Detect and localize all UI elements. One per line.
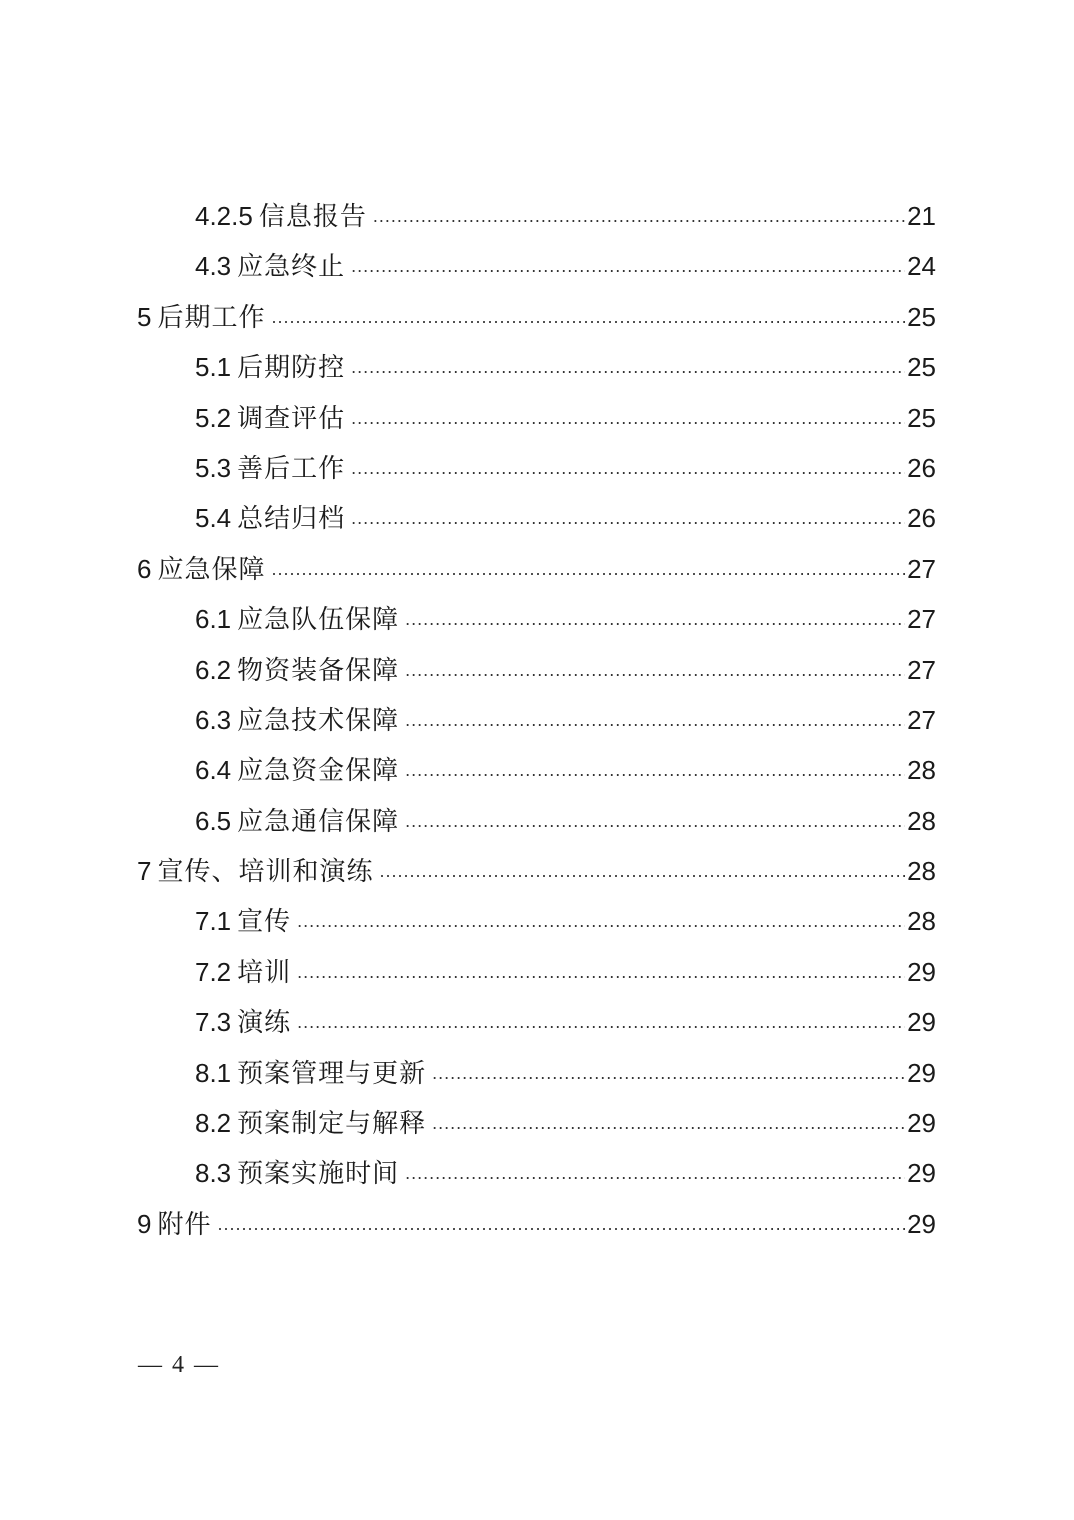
toc-entry-page: 27 <box>907 604 936 635</box>
toc-entry-number: 8.1 <box>195 1057 232 1088</box>
toc-entry[interactable] <box>137 796 936 846</box>
toc-entry-title: 宣传、培训和演练 <box>157 856 374 887</box>
toc-entry-number: 5.3 <box>195 452 232 483</box>
toc-dot-leader <box>351 393 905 443</box>
toc-entry-page: 29 <box>907 1057 936 1088</box>
toc-entry-page: 29 <box>907 1108 936 1139</box>
toc-entry-title: 应急终止 <box>237 251 346 282</box>
toc-entry-page: 28 <box>907 856 936 887</box>
toc-dot-leader <box>373 191 905 241</box>
toc-entry-number: 7.3 <box>195 1007 232 1038</box>
toc-entry-number: 7 <box>137 856 152 887</box>
toc-dot-leader <box>297 896 905 946</box>
toc-entry-title: 应急队伍保障 <box>237 604 400 635</box>
toc-entry-page: 28 <box>907 805 936 836</box>
toc-entry-number: 5.1 <box>195 352 232 383</box>
toc-entry-title: 应急资金保障 <box>237 755 400 786</box>
toc-entry-page: 26 <box>907 452 936 483</box>
toc-entry-title: 附件 <box>157 1208 212 1239</box>
toc-entry[interactable] <box>137 997 936 1047</box>
toc-entry-page: 28 <box>907 755 936 786</box>
toc-entry[interactable] <box>137 947 936 997</box>
toc-entry[interactable] <box>137 1048 936 1098</box>
toc-entry[interactable] <box>137 594 936 644</box>
toc-entry-page: 29 <box>907 956 936 987</box>
toc-entry-page: 28 <box>907 906 936 937</box>
toc-entry-page: 26 <box>907 503 936 534</box>
toc-entry-page: 29 <box>907 1208 936 1239</box>
toc-entry[interactable] <box>137 342 936 392</box>
toc-dot-leader <box>405 645 905 695</box>
toc-entry-number: 6.1 <box>195 604 232 635</box>
toc-entry-title: 应急技术保障 <box>237 704 400 735</box>
toc-entry-page: 21 <box>907 200 936 231</box>
toc-entry[interactable] <box>137 443 936 493</box>
toc-entry-title: 应急通信保障 <box>237 805 400 836</box>
toc-entry[interactable] <box>137 493 936 543</box>
toc-entry-title: 培训 <box>237 956 292 987</box>
toc-dot-leader <box>271 544 905 594</box>
toc-dot-leader <box>379 846 905 896</box>
toc-entry-title: 宣传 <box>237 906 292 937</box>
toc-entry[interactable] <box>137 745 936 795</box>
toc-entry-number: 6 <box>137 553 152 584</box>
toc-entry-title: 预案实施时间 <box>237 1158 400 1189</box>
toc-entry-title: 信息报告 <box>258 200 367 231</box>
toc-entry-page: 25 <box>907 402 936 433</box>
toc-entry-title: 预案制定与解释 <box>237 1108 427 1139</box>
toc-entry-page: 25 <box>907 352 936 383</box>
toc-entry[interactable] <box>137 292 936 342</box>
toc-entry-page: 27 <box>907 553 936 584</box>
toc-entry-number: 5.2 <box>195 402 232 433</box>
toc-entry-number: 4.3 <box>195 251 232 282</box>
toc-entry-number: 6.3 <box>195 704 232 735</box>
toc-dot-leader <box>271 292 905 342</box>
toc-entry-title: 后期工作 <box>157 301 266 332</box>
toc-entry-page: 24 <box>907 251 936 282</box>
toc-entry[interactable] <box>137 1148 936 1198</box>
toc-entry-title: 总结归档 <box>237 503 346 534</box>
toc-dot-leader <box>351 493 905 543</box>
toc-entry-page: 25 <box>907 301 936 332</box>
toc-entry-number: 7.2 <box>195 956 232 987</box>
toc-dot-leader <box>351 241 905 291</box>
toc-entry-number: 6.2 <box>195 654 232 685</box>
toc-dot-leader <box>405 1148 905 1198</box>
toc-entry-title: 物资装备保障 <box>237 654 400 685</box>
toc-entry-number: 6.4 <box>195 755 232 786</box>
toc-entry-number: 8.2 <box>195 1108 232 1139</box>
toc-entry[interactable] <box>137 1098 936 1148</box>
toc-entry[interactable] <box>137 896 936 946</box>
toc-entry-number: 9 <box>137 1208 152 1239</box>
toc-entry-page: 29 <box>907 1007 936 1038</box>
toc-entry-title: 应急保障 <box>157 553 266 584</box>
toc-dot-leader <box>405 796 905 846</box>
toc-dot-leader <box>351 342 905 392</box>
toc-entry[interactable] <box>137 393 936 443</box>
toc-entry-page: 27 <box>907 704 936 735</box>
toc-entry[interactable] <box>137 695 936 745</box>
toc-entry-number: 7.1 <box>195 906 232 937</box>
toc-dot-leader <box>217 1199 905 1249</box>
toc-entry[interactable] <box>137 645 936 695</box>
toc-entry-number: 5 <box>137 301 152 332</box>
toc-entry[interactable] <box>137 1199 936 1249</box>
page-number-footer: — 4 — <box>138 1352 220 1378</box>
toc-entry-title: 善后工作 <box>237 452 346 483</box>
toc-dot-leader <box>432 1048 905 1098</box>
toc-dot-leader <box>405 695 905 745</box>
toc-entry-title: 调查评估 <box>237 402 346 433</box>
toc-entry-number: 5.4 <box>195 503 232 534</box>
toc-entry[interactable] <box>137 241 936 291</box>
toc-entry-title: 演练 <box>237 1007 292 1038</box>
toc-entry-number: 6.5 <box>195 805 232 836</box>
toc-entry-number: 4.2.5 <box>195 200 253 231</box>
toc-dot-leader <box>405 594 905 644</box>
toc-entry-title: 后期防控 <box>237 352 346 383</box>
toc-entry-page: 27 <box>907 654 936 685</box>
toc-dot-leader <box>297 947 905 997</box>
toc-dot-leader <box>405 745 905 795</box>
toc-entry-page: 29 <box>907 1158 936 1189</box>
table-of-contents <box>137 191 936 1249</box>
toc-entry-number: 8.3 <box>195 1158 232 1189</box>
toc-entry[interactable] <box>137 191 936 241</box>
toc-entry[interactable] <box>137 544 936 594</box>
toc-dot-leader <box>297 997 905 1047</box>
toc-entry[interactable] <box>137 846 936 896</box>
toc-entry-title: 预案管理与更新 <box>237 1057 427 1088</box>
toc-dot-leader <box>351 443 905 493</box>
toc-dot-leader <box>432 1098 905 1148</box>
